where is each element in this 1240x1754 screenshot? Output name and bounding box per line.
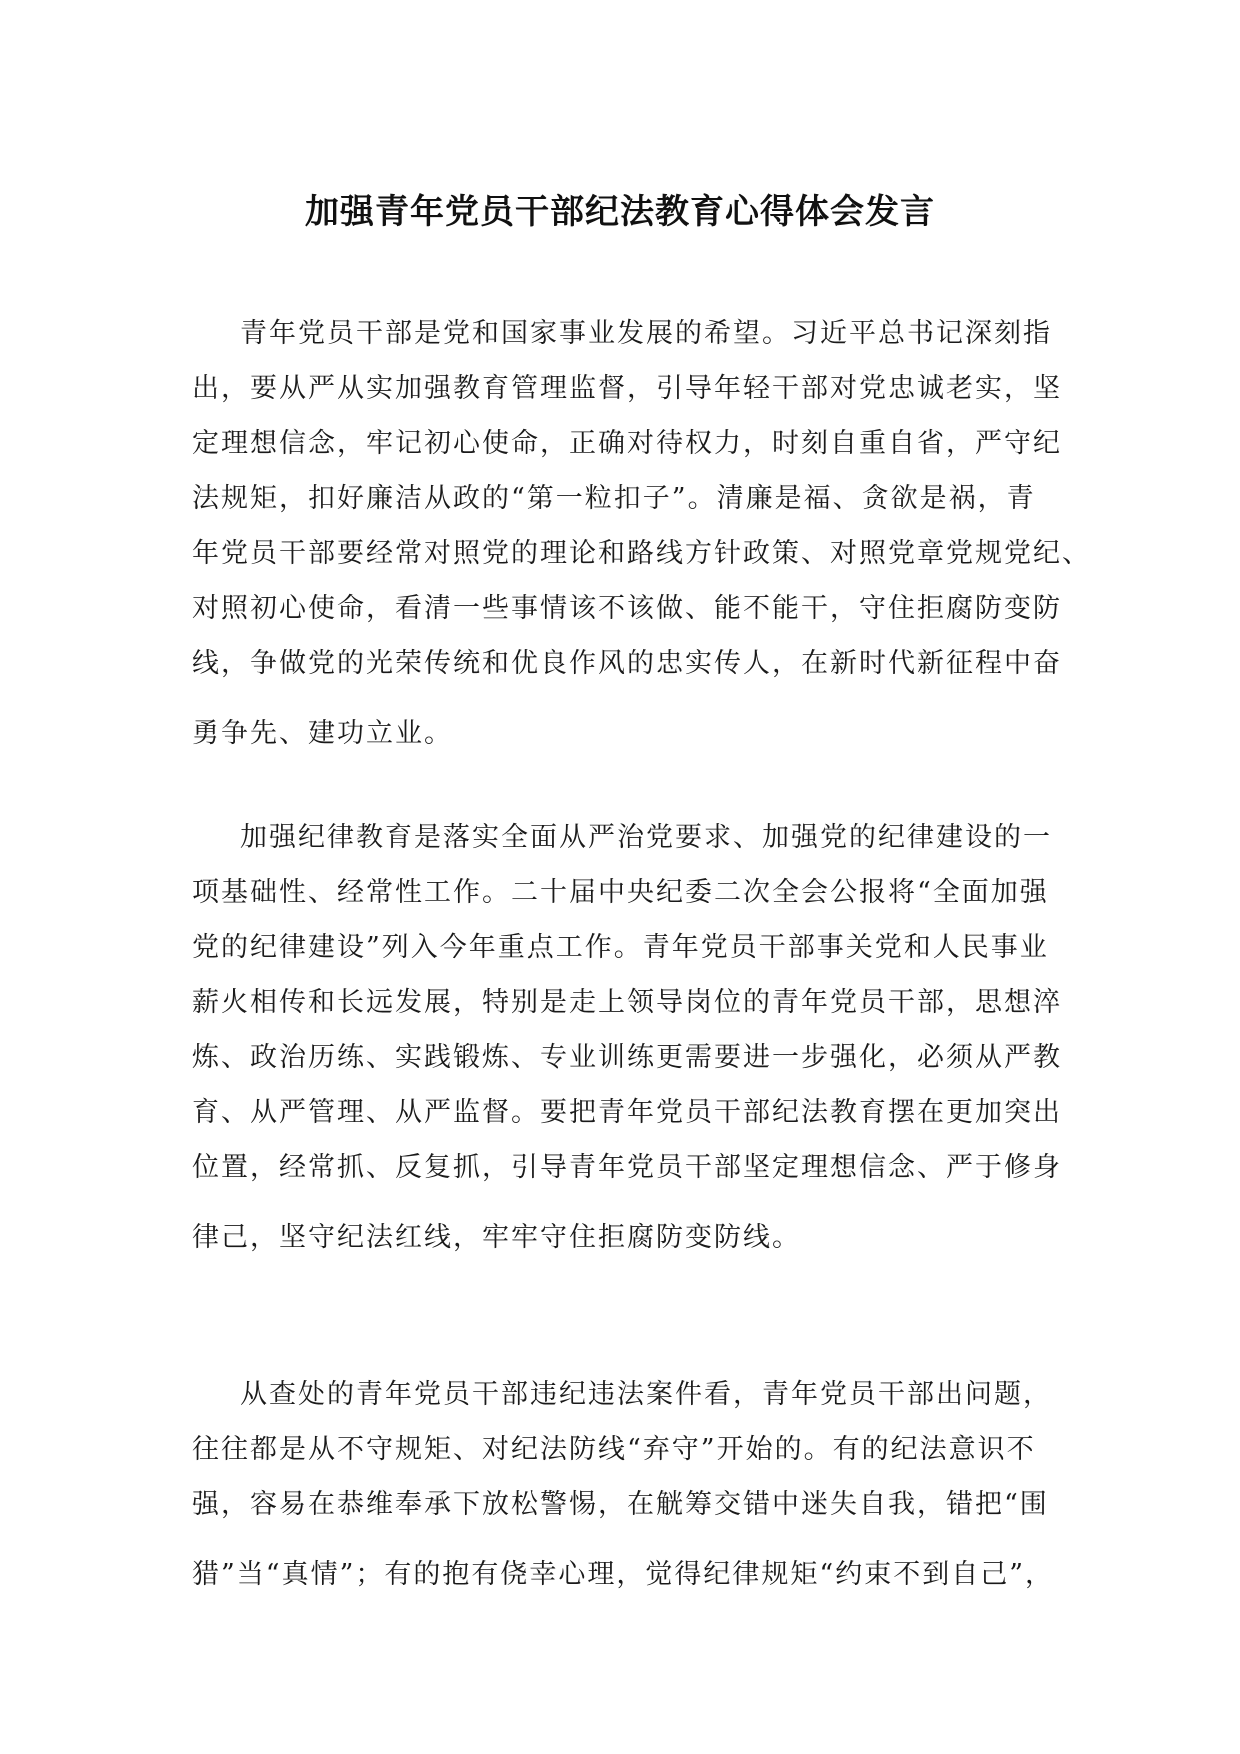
paragraph-line: 线，争做党的光荣传统和优良作风的忠实传人，在新时代新征程中奋 bbox=[192, 648, 1062, 679]
paragraph-line: 出，要从严从实加强教育管理监督，引导年轻干部对党忠诚老实，坚 bbox=[192, 373, 1062, 404]
paragraph-line: 炼、政治历练、实践锻炼、专业训练更需要进一步强化，必须从严教 bbox=[192, 1042, 1062, 1073]
paragraph-line: 党的纪律建设”列入今年重点工作。青年党员干部事关党和人民事业 bbox=[192, 932, 1049, 963]
paragraph-line: 从查处的青年党员干部违纪违法案件看，青年党员干部出问题， bbox=[240, 1379, 1052, 1410]
paragraph-line: 位置，经常抓、反复抓，引导青年党员干部坚定理想信念、严于修身 bbox=[192, 1152, 1062, 1183]
paragraph-line: 青年党员干部是党和国家事业发展的希望。习近平总书记深刻指 bbox=[240, 318, 1052, 349]
paragraph-line: 勇争先、建功立业。 bbox=[192, 718, 453, 749]
paragraph-line: 律己，坚守纪法红线，牢牢守住拒腐防变防线。 bbox=[192, 1222, 801, 1253]
paragraph-line: 年党员干部要经常对照党的理论和路线方针政策、对照党章党规党纪、 bbox=[192, 538, 1091, 569]
paragraph-line: 育、从严管理、从严监督。要把青年党员干部纪法教育摆在更加突出 bbox=[192, 1097, 1062, 1128]
paragraph-line: 加强纪律教育是落实全面从严治党要求、加强党的纪律建设的一 bbox=[240, 822, 1052, 853]
paragraph-line: 强，容易在恭维奉承下放松警惕，在觥筹交错中迷失自我，错把“围 bbox=[192, 1489, 1049, 1520]
paragraph-2 bbox=[192, 810, 1072, 1265]
paragraph-line: 猎”当“真情”；有的抱有侥幸心理，觉得纪律规矩“约束不到自己”， bbox=[192, 1559, 1055, 1590]
document-title: 加强青年党员干部纪法教育心得体会发言 bbox=[305, 192, 935, 232]
paragraph-line: 定理想信念，牢记初心使命，正确对待权力，时刻自重自省，严守纪 bbox=[192, 428, 1062, 459]
paragraph-3 bbox=[192, 1367, 1072, 1602]
paragraph-line: 薪火相传和长远发展，特别是走上领导岗位的青年党员干部，思想淬 bbox=[192, 987, 1062, 1018]
paragraph-line: 项基础性、经常性工作。二十届中央纪委二次全会公报将“全面加强 bbox=[192, 877, 1049, 908]
paragraph-line: 法规矩，扣好廉洁从政的“第一粒扣子”。清廉是福、贪欲是祸，青 bbox=[192, 483, 1036, 514]
paragraph-1 bbox=[192, 306, 1091, 761]
paragraph-line: 对照初心使命，看清一些事情该不该做、能不能干，守住拒腐防变防 bbox=[192, 593, 1062, 624]
paragraph-line: 往往都是从不守规矩、对纪法防线“弃守”开始的。有的纪法意识不 bbox=[192, 1434, 1036, 1465]
